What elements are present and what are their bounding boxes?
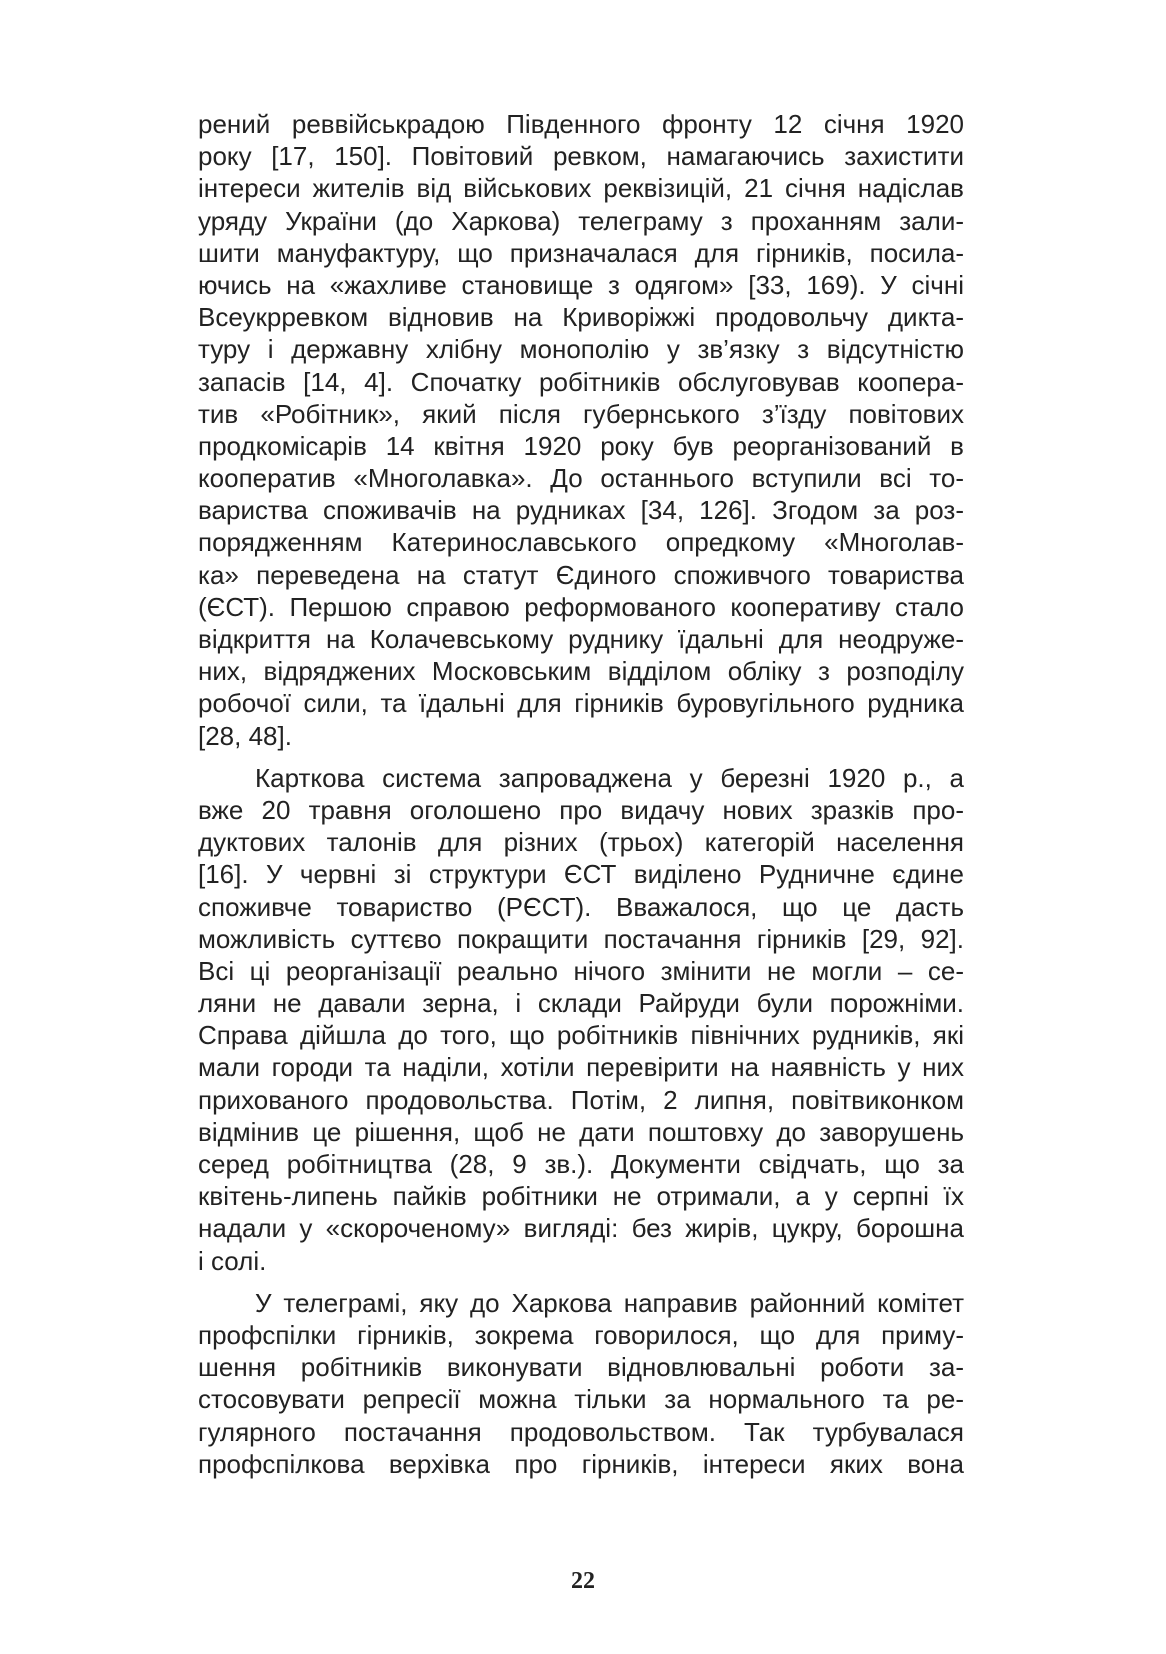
text-line: відмінив це рішення, щоб не дати поштовху до заворушень xyxy=(198,1116,964,1147)
text-line: робочої сили, та їдальні для гірників буровугільного рудника xyxy=(198,688,964,719)
text-line: профспілкова верхівка про гірників, інтереси яких вона xyxy=(198,1448,964,1479)
text-line: вариства споживачів на рудниках [34, 126]. Згодом за роз- xyxy=(198,495,964,526)
page-number: 22 xyxy=(571,1568,595,1594)
paragraph-2 xyxy=(198,762,964,1277)
text-line: [28, 48]. xyxy=(198,720,292,751)
text-line: відкриття на Колачевському руднику їдальні для неодруже- xyxy=(198,624,964,654)
paragraph-gap xyxy=(198,1277,964,1287)
text-line: прихованого продовольства. Потім, 2 липня, повітвиконком xyxy=(198,1084,964,1115)
text-line: споживче товариство (РЄСТ). Вважалося, що це дасть xyxy=(198,891,964,922)
text-line: рений реввійськрадою Південного фронту 12 січня 1920 xyxy=(198,109,964,139)
text-line: тив «Робітник», який після губернського з’їзду повітових xyxy=(198,398,964,429)
text-line: продкомісарів 14 квітня 1920 року був реорганізований в xyxy=(198,430,964,461)
text-line: надали у «скороченому» вигляді: без жирів, цукру, борошна xyxy=(198,1213,964,1244)
text-line: порядженням Катеринославського опредкому «Многолав- xyxy=(198,527,964,558)
paragraph-gap xyxy=(198,752,964,762)
text-line: гулярного постачання продовольством. Так турбувалася xyxy=(198,1416,964,1447)
text-line: Карткова система запроваджена у березні 1920 р., а xyxy=(255,762,964,793)
text-line: ляни не давали зерна, і склади Райруди були порожніми. xyxy=(198,988,964,1019)
text-line: року [17, 150]. Повітовий ревком, намагаючись захистити xyxy=(198,141,964,172)
text-line: ючись на «жахливе становище з одягом» [33, 169). У січні xyxy=(198,269,964,300)
text-line: квітень-липень пайків робітники не отримали, а у серпні їх xyxy=(198,1181,964,1212)
text-line: стосовувати репресії можна тільки за нормального та ре- xyxy=(198,1384,964,1415)
text-line: шення робітників виконувати відновлювальні роботи за- xyxy=(198,1352,964,1383)
page-body xyxy=(198,108,964,1480)
text-line: вже 20 травня оголошено про видачу нових зразків про- xyxy=(198,794,964,825)
text-line: і солі. xyxy=(198,1245,267,1276)
text-line: профспілки гірників, зокрема говорилося, що для приму- xyxy=(198,1319,964,1350)
text-line: дуктових талонів для різних (трьох) категорій населення xyxy=(198,827,964,858)
text-line: туру і державну хлібну монополію у зв’язку з відсутністю xyxy=(198,334,964,365)
text-line: (ЄСТ). Першою справою реформованого кооперативу стало xyxy=(198,591,964,622)
text-line: можливість суттєво покращити постачання гірників [29, 92]. xyxy=(198,923,964,954)
text-line: уряду України (до Харкова) телеграму з проханням зали- xyxy=(198,205,964,236)
text-line: інтереси жителів від військових реквізицій, 21 січня надіслав xyxy=(198,173,964,204)
text-line: ка» переведена на статут Єдиного споживчого товариства xyxy=(198,559,964,590)
text-line: запасів [14, 4]. Спочатку робітників обслуговував коопера- xyxy=(198,366,964,397)
text-line: мали городи та наділи, хотіли перевірити на наявність у них xyxy=(198,1052,964,1083)
text-line: [16]. У червні зі структури ЄСТ виділено Рудничне єдине xyxy=(198,859,964,890)
paragraph-3 xyxy=(198,1287,964,1480)
text-line: них, відряджених Московським відділом обліку з розподілу xyxy=(198,656,964,687)
paragraph-1 xyxy=(198,108,964,752)
text-line: Всі ці реорганізації реально нічого змінити не могли – се- xyxy=(198,955,964,986)
text-line: шити мануфактуру, що призначалася для гірників, посила- xyxy=(198,237,964,268)
text-line: Всеукрревком відновив на Криворіжжі продовольчу дикта- xyxy=(198,302,964,333)
text-line: кооператив «Многолавка». До останнього вступили всі то- xyxy=(198,463,964,494)
text-line: Справа дійшла до того, що робітників північних рудників, які xyxy=(198,1020,964,1051)
text-line: серед робітництва (28, 9 зв.). Документи свідчать, що за xyxy=(198,1149,964,1179)
text-line: У телеграмі, яку до Харкова направив районний комітет xyxy=(255,1287,964,1318)
